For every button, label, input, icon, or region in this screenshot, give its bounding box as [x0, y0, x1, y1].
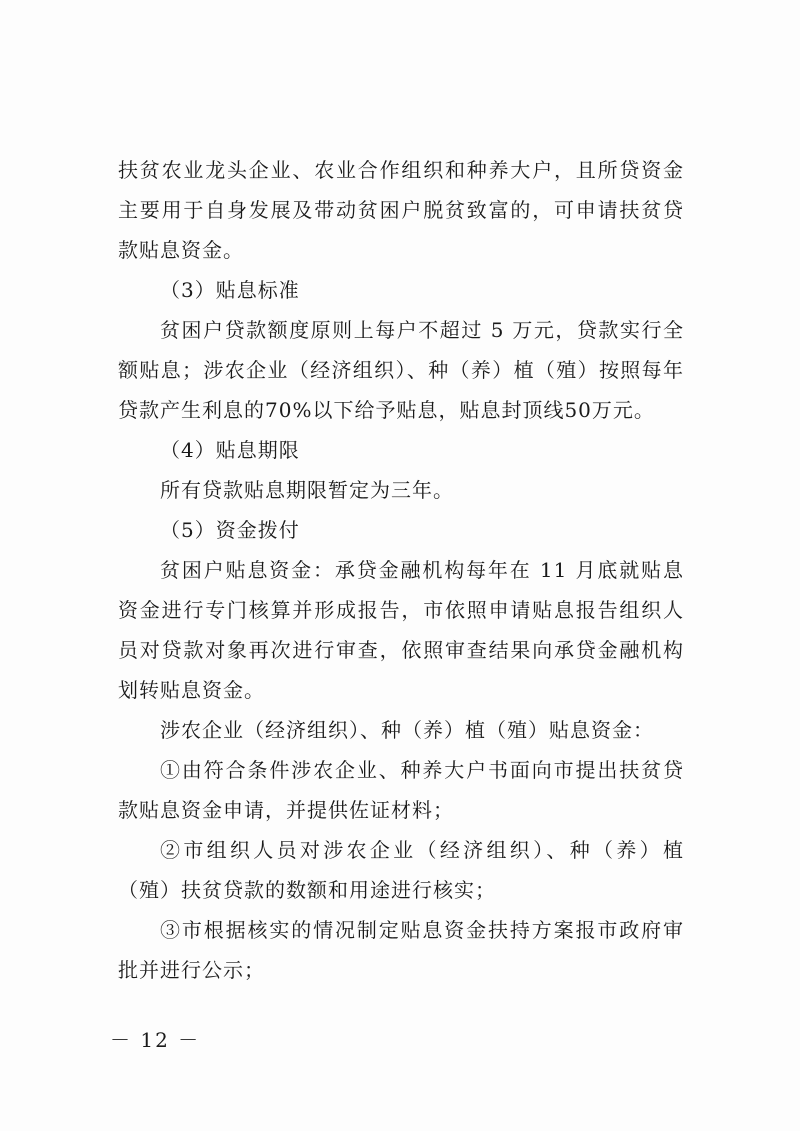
paragraph-enterprise-funds-intro: 涉农企业（经济组织）、种（养）植（殖）贴息资金：: [160, 718, 654, 742]
paragraph-step-2: ②市组织人员对涉农企业（经济组织）、种（养）植（殖）扶贫贷款的数额和用途进行核实；: [118, 838, 684, 902]
heading-fund-allocation: （5）资金拨付: [160, 518, 300, 542]
paragraph-eligibility-continued: 扶贫农业龙头企业、农业合作组织和种养大户，且所贷资金主要用于自身发展及带动贫困户脱贫致富的，可申请扶贫贷款贴息资金。: [118, 158, 684, 262]
heading-subsidy-standard: （3）贴息标准: [160, 278, 300, 302]
page-number: － 12 －: [110, 1028, 201, 1052]
paragraph-subsidy-period: 所有贷款贴息期限暂定为三年。: [160, 478, 454, 502]
heading-subsidy-period: （4）贴息期限: [160, 438, 300, 462]
paragraph-step-3: ③市根据核实的情况制定贴息资金扶持方案报市政府审批并进行公示；: [118, 918, 684, 982]
document-body: [118, 150, 684, 990]
paragraph-subsidy-standard: 贫困户贷款额度原则上每户不超过 5 万元，贷款实行全额贴息；涉农企业（经济组织）、种（养）植（殖）按照每年贷款产生利息的70%以下给予贴息，贴息封顶线50万元。: [118, 318, 684, 422]
paragraph-step-1: ①由符合条件涉农企业、种养大户书面向市提出扶贫贷款贴息资金申请，并提供佐证材料；: [118, 758, 684, 822]
paragraph-poor-household-funds: 贫困户贴息资金：承贷金融机构每年在 11 月底就贴息资金进行专门核算并形成报告，市依照申请贴息报告组织人员对贷款对象再次进行审查，依照审查结果向承贷金融机构划转贴息资金。: [118, 558, 684, 702]
